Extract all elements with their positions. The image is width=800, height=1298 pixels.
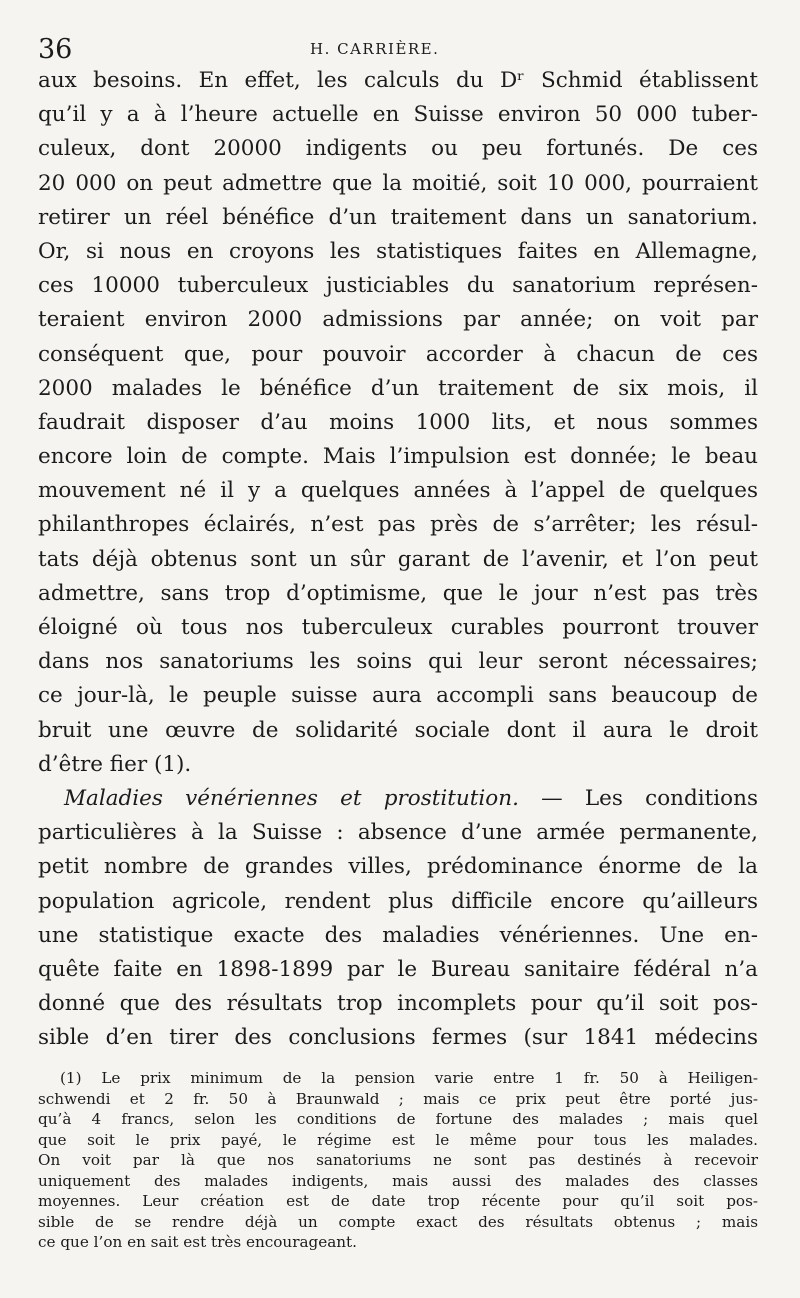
section-heading: Maladies vénériennes et prostitution.	[64, 785, 519, 811]
footnote-line: ce que l’on en sait est très encourageant.	[38, 1233, 357, 1251]
text-line: conséquent que, pour pouvoir accorder à chacun de ces	[38, 341, 758, 367]
text-line: culeux, dont 20000 indigents ou peu fortunés. De ces	[38, 136, 758, 162]
text-line: quête faite en 1898-1899 par le Bureau sanitaire fédéral n’a	[38, 956, 758, 982]
text-line: philanthropes éclairés, n’est pas près de s’arrêter; les résul-	[38, 512, 758, 538]
text-line: petit nombre de grandes villes, prédominance énorme de la	[38, 854, 758, 880]
text-line: ce jour-là, le peuple suisse aura accompli sans beaucoup de	[38, 683, 758, 709]
text-line: 20 000 on peut admettre que la moitié, soit 10 000, pourraient	[38, 170, 758, 196]
text-line: éloigné où tous nos tuberculeux curables pourront trouver	[38, 615, 758, 640]
text-line: 2000 malades le bénéfice d’un traitement de six mois, il	[38, 375, 758, 401]
page-number: 36	[38, 34, 73, 65]
text-line: tats déjà obtenus sont un sûr garant de l’avenir, et l’on peut	[38, 546, 758, 572]
footnote-line: (1) Le prix minimum de la pension varie entre 1 fr. 50 à Heiligen-	[60, 1069, 758, 1087]
text-line: aux besoins. En effet, les calculs du Dʳ Schmid établissent	[38, 68, 758, 93]
text-line: encore loin de compte. Mais l’impulsion est donnée; le beau	[38, 444, 758, 470]
footnote-line: uniquement des malades indigents, mais aussi des malades des classes	[38, 1171, 758, 1190]
footnote-line: schwendi et 2 fr. 50 à Braunwald ; mais ce prix peut être porté jus-	[38, 1089, 758, 1108]
text-line: ces 10000 tuberculeux justiciables du sanatorium représen-	[38, 273, 758, 299]
section-line-start: — Les conditions	[518, 785, 758, 811]
footnote-line: sible de se rendre déjà un compte exact des résultats obtenus ; mais	[38, 1212, 758, 1231]
text-line: admettre, sans trop d’optimisme, que le jour n’est pas très	[38, 580, 758, 606]
text-line: population agricole, rendent plus difficile encore qu’ailleurs	[38, 888, 758, 914]
text-line: dans nos sanatoriums les soins qui leur seront nécessaires;	[38, 649, 758, 675]
text-line: donné que des résultats trop incomplets pour qu’il soit pos-	[38, 991, 758, 1017]
body-text	[38, 64, 758, 1055]
text-line: une statistique exacte des maladies vénériennes. Une en-	[38, 922, 758, 948]
text-line: faudrait disposer d’au moins 1000 lits, et nous sommes	[38, 409, 758, 435]
text-line: bruit une œuvre de solidarité sociale dont il aura le droit	[38, 717, 758, 743]
text-line: d’être fier (1).	[38, 751, 192, 777]
footnote-line: On voit par là que nos sanatoriums ne sont pas destinés à recevoir	[38, 1151, 758, 1169]
section-first-line	[38, 782, 758, 816]
text-line: retirer un réel bénéfice d’un traitement dans un sanatorium.	[38, 204, 758, 230]
text-line: mouvement né il y a quelques années à l’appel de quelques	[38, 478, 758, 504]
text-line: teraient environ 2000 admissions par année; on voit par	[38, 307, 758, 333]
text-line: sible d’en tirer des conclusions fermes (sur 1841 médecins	[38, 1025, 758, 1051]
text-line: Or, si nous en croyons les statistiques faites en Allemagne,	[38, 238, 758, 264]
footnote	[38, 1068, 758, 1253]
running-head: H. CARRIÈRE.	[310, 40, 440, 58]
text-line: particulières à la Suisse : absence d’une armée permanente,	[38, 820, 758, 846]
footnote-line: que soit le prix payé, le régime est le même pour tous les malades.	[38, 1130, 758, 1149]
text-line: qu’il y a à l’heure actuelle en Suisse environ 50 000 tuber-	[38, 102, 758, 128]
footnote-line: qu’à 4 francs, selon les conditions de fortune des malades ; mais quel	[38, 1110, 758, 1128]
footnote-line: moyennes. Leur création est de date trop récente pour qu’il soit pos-	[38, 1192, 758, 1210]
